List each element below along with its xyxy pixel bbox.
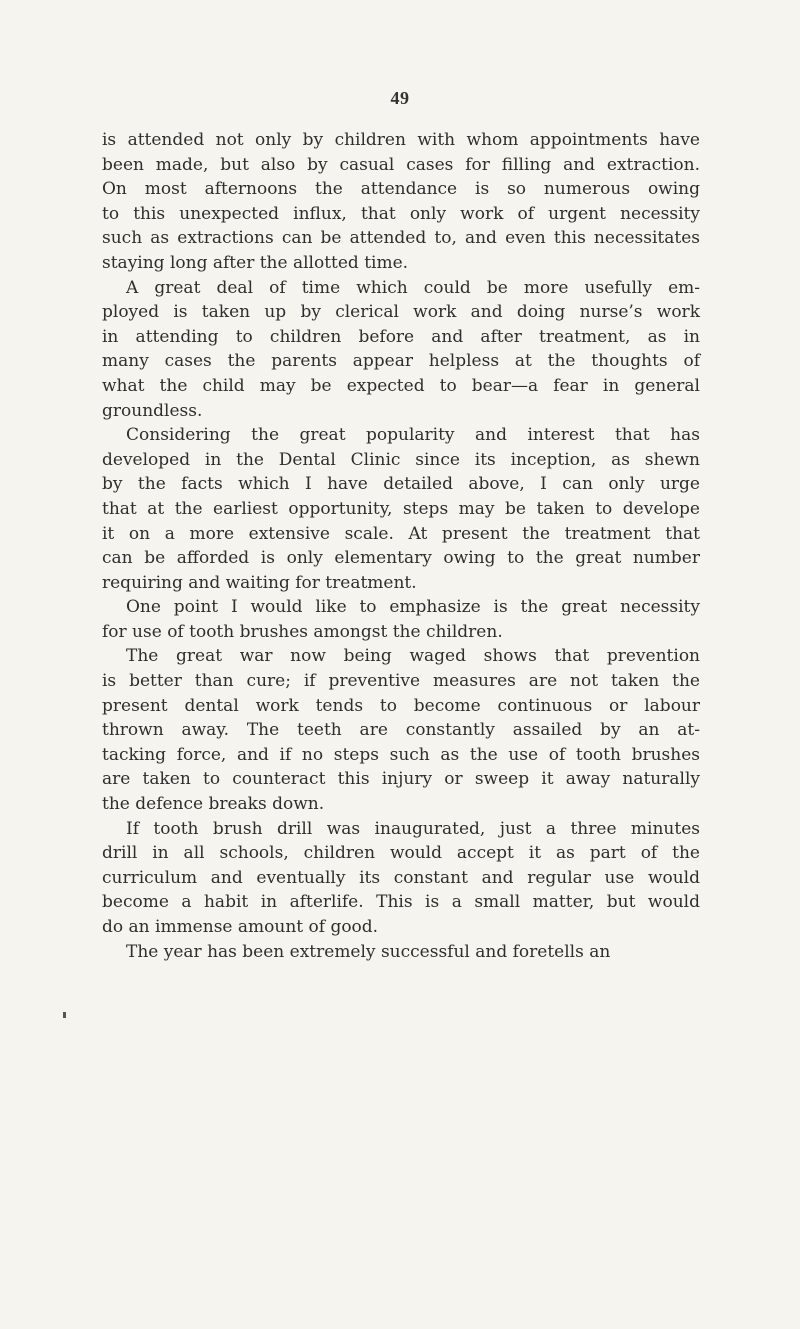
text-line: been made, but also by casual cases for filling and extraction.	[102, 154, 700, 175]
text-line: such as extractions can be attended to, and even this necessitates	[102, 228, 700, 249]
text-line: is better than cure; if preventive measures are not taken the	[102, 671, 700, 692]
text-line: by the facts which I have detailed above, I can only urge	[102, 474, 700, 495]
paragraph-4	[102, 595, 700, 644]
text-line: in attending to children before and after treatment, as in	[102, 326, 700, 347]
text-line: many cases the parents appear helpless at the thoughts of	[102, 351, 700, 372]
text-line: Considering the great popularity and interest that has	[126, 425, 700, 446]
text-line: A great deal of time which could be more usefully em-	[126, 277, 700, 298]
text-line: is attended not only by children with whom appointments have	[102, 130, 700, 150]
page-number: 49	[390, 88, 410, 108]
text-line: requiring and waiting for treatment.	[102, 572, 417, 593]
paragraph-2	[102, 276, 700, 424]
text-line: curriculum and eventually its constant and regular use would	[102, 867, 700, 888]
text-line: drill in all schools, children would accept it as part of the	[102, 843, 700, 864]
paragraph-5	[102, 644, 700, 816]
text-line: staying long after the allotted time.	[102, 252, 409, 273]
text-line: developed in the Dental Clinic since its inception, as shewn	[102, 449, 700, 470]
text-line: that at the earliest opportunity, steps may be taken to develope	[102, 498, 700, 519]
body-text	[102, 128, 700, 964]
text-line: what the child may be expected to bear—a fear in general	[102, 375, 700, 396]
text-line: present dental work tends to become continuous or labour	[102, 695, 700, 716]
paragraph-3	[102, 423, 700, 595]
margin-speck	[63, 1012, 66, 1018]
text-line: to this unexpected influx, that only work of urgent necessity	[102, 203, 700, 224]
text-line: ployed is taken up by clerical work and doing nurse’s work	[102, 302, 700, 323]
text-line: do an immense amount of good.	[102, 917, 379, 937]
text-line: it on a more extensive scale. At present the treatment that	[102, 523, 700, 544]
text-line: thrown away. The teeth are constantly assailed by an at-	[102, 720, 700, 741]
text-line: are taken to counteract this injury or sweep it away naturally	[102, 769, 700, 790]
text-line: become a habit in afterlife. This is a small matter, but would	[102, 892, 700, 913]
text-line: If tooth brush drill was inaugurated, just a three minutes	[126, 818, 700, 839]
text-line: groundless.	[102, 400, 203, 421]
text-line: The year has been extremely successful and foretells an	[126, 941, 611, 962]
text-line: The great war now being waged shows that prevention	[126, 646, 700, 667]
text-line: can be afforded is only elementary owing to the great number	[102, 548, 700, 569]
text-line: the defence breaks down.	[102, 794, 325, 815]
paragraph-6	[102, 817, 700, 940]
text-line: for use of tooth brushes amongst the children.	[102, 621, 503, 642]
text-line: On most afternoons the attendance is so numerous owing	[102, 179, 700, 200]
paragraph-7	[102, 940, 700, 965]
text-line: One point I would like to emphasize is the great necessity	[126, 597, 700, 618]
text-line: tacking force, and if no steps such as the use of tooth brushes	[102, 744, 700, 765]
paragraph-1	[102, 128, 700, 276]
